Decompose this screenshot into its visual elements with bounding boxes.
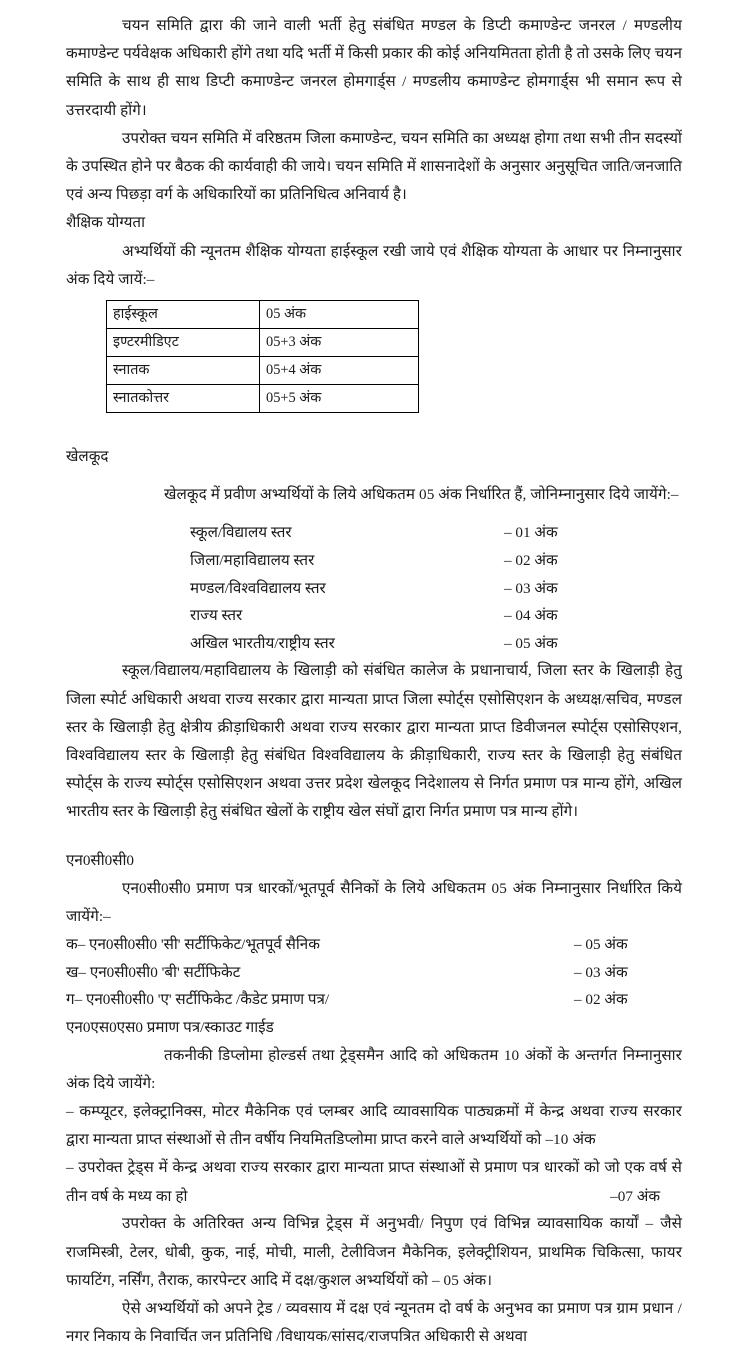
ncc-item-marks: – 05 अंक	[574, 936, 628, 954]
marks-cell: 05+5 अंक	[260, 385, 419, 413]
table-row	[107, 301, 419, 329]
list-item	[190, 602, 588, 630]
qualification-cell: इण्टरमीडिएट	[107, 329, 260, 357]
marks-cell: 05+3 अंक	[260, 329, 419, 357]
list-item	[66, 986, 658, 1014]
educational-qualification-table	[106, 300, 419, 413]
paragraph-certificate-one-to-three-year: – उपरोक्त ट्रेड्स में केन्द्र अथवा राज्य सरकार द्वारा मान्यता प्राप्त संस्थाओं से प्रमाण पत्र धारकों को जो एक वर्ष से तीन वर्ष के मध्य का हो	[66, 1159, 682, 1205]
list-item	[190, 630, 588, 658]
sports-level-marks: – 02 अंक	[504, 552, 558, 570]
sports-level-label: राज्य स्तर	[190, 607, 243, 625]
paragraph-selection-committee-chairman: उपरोक्त चयन समिति में वरिष्ठतम जिला कमाण्डेन्ट, चयन समिति का अध्यक्ष होगा तथा सभी तीन सदस्यों के उपस्थित होने पर बैठक की कार्यवाही की जाये। चयन समिति में शासनादेशों के अनुसार अनुसूचित जाति/जनजाति एवं अन्य पिछड़ा वर्ग के अधिकारियों का प्रतिनिधित्व अनिवार्य है।	[66, 129, 682, 204]
ncc-item-label: ख– एन0सी0सी0 'बी' सर्टीफिकेट	[66, 963, 241, 981]
sports-level-marks: – 04 अंक	[504, 607, 558, 625]
qualification-cell: हाईस्कूल	[107, 301, 260, 329]
sports-level-marks: – 05 अंक	[504, 634, 558, 652]
list-item	[190, 519, 588, 547]
heading-sports: खेलकूद	[66, 448, 109, 466]
sports-level-marks: – 03 अंक	[504, 579, 558, 597]
sports-level-marks: – 01 अंक	[504, 524, 558, 542]
marks-cell: 05 अंक	[260, 301, 419, 329]
paragraph-sports-certificate-authorities: स्कूल/विद्यालय/महाविद्यालय के खिलाड़ी को संबंधित कालेज के प्रधानाचार्य, जिला स्तर के खिलाड़ी हेतु जिला स्पोर्ट अधिकारी अथवा राज्य सरकार द्वारा मान्यता प्राप्त जिला स्पोर्ट्स एसोसिएशन के अध्यक्ष/सचिव, मण्डल स्तर के खिलाड़ी हेतु क्षेत्रीय क्रीड़ाधिकारी अथवा राज्य सरकार द्वारा मान्यता प्राप्त डिवीजनल स्पोर्ट्स एसोसिएशन, विश्वविद्यालय स्तर के खिलाड़ी हेतु संबंधित विश्वविद्यालय के क्रीड़ाधिकारी, राज्य स्तर के खिलाड़ी हेतु संबंधित स्पोर्ट्स के राज्य स्पोर्ट्स एसोसिएशन अथवा उत्तर प्रदेश खेलकूद निदेशालय से निर्गत प्रमाण पत्र मान्य होंगे, अखिल भारतीय स्तर के खिलाड़ी हेतु संबंधित खेलों के राष्ट्रीय खेल संघों द्वारा निर्गत प्रमाण पत्र मान्य होंगे।	[66, 662, 682, 821]
certificate-one-to-three-year-marks: –07 अंक	[610, 1187, 660, 1205]
marks-cell: 05+4 अंक	[260, 357, 419, 385]
paragraph-ncc-marks-intro: एन0सी0सी0 प्रमाण पत्र धारकों/भूतपूर्व सैनिकों के लिये अधिकतम 05 अंक निम्नानुसार निर्धारित किये जायेंगे:–	[66, 879, 682, 926]
list-item	[190, 547, 588, 575]
paragraph-technical-diploma-intro: तकनीकी डिप्लोमा होल्डर्स तथा ट्रेड्समैन आदि को अधिकतम 10 अंकों के अन्तर्गत निम्नानुसार अंक दिये जायेंगे:	[66, 1046, 682, 1092]
ncc-item-label: ग– एन0सी0सी0 'ए' सर्टीफिकेट /कैडेट प्रमाण पत्र/	[66, 991, 330, 1009]
list-item	[190, 575, 588, 603]
sports-marks-list	[190, 519, 588, 657]
spacer	[66, 827, 682, 847]
qualification-cell: स्नातकोत्तर	[107, 385, 260, 413]
spacer	[66, 413, 682, 443]
ncc-item-marks: – 02 अंक	[574, 991, 628, 1009]
paragraph-other-trades: उपरोक्त के अतिरिक्त अन्य विभिन्न ट्रेड्स में अनुभवी/ निपुण एवं विभिन्न व्यावसायिक कार्यों – जैसे राजमिस्त्री, टेलर, धोबी, कुक, नाई, मोची, माली, टेलीविजन मैकेनिक, इलेक्ट्रीशियन, प्राथमिक चिकित्सा, फायर फायटिंग, नर्सिंग, तैराक, कारपेन्टर आदि में दक्ष/कुशल अभ्यर्थियों को – 05 अंक।	[66, 1215, 682, 1289]
spacer	[66, 471, 682, 481]
sports-level-label: स्कूल/विद्यालय स्तर	[190, 524, 292, 542]
table-row	[107, 357, 419, 385]
ncc-item-marks: – 03 अंक	[574, 963, 628, 981]
heading-educational-qualification: शैक्षिक योग्यता	[66, 214, 146, 232]
sports-level-label: जिला/महाविद्यालय स्तर	[190, 552, 315, 570]
table-row	[107, 329, 419, 357]
qualification-cell: स्नातक	[107, 357, 260, 385]
ncc-item-label: क– एन0सी0सी0 'सी' सर्टीफिकेट/भूतपूर्व सैनिक	[66, 936, 320, 954]
ncc-marks-list	[66, 931, 658, 1041]
sports-level-label: अखिल भारतीय/राष्ट्रीय स्तर	[190, 634, 335, 652]
list-item	[66, 931, 658, 959]
sports-level-label: मण्डल/विश्वविद्यालय स्तर	[190, 579, 326, 597]
paragraph-experience-certificate: ऐसे अभ्यर्थियों को अपने ट्रेड / व्यवसाय में दक्ष एवं न्यूनतम दो वर्ष के अनुभव का प्रमाण पत्र ग्राम प्रधान /नगर निकाय के निवार्चित जन प्रतिनिधि /विधायक/सांसद/राजपत्रित अधिकारी से अथवा	[66, 1300, 682, 1346]
table-row	[107, 385, 419, 413]
document-body	[66, 12, 682, 1351]
spacer	[66, 509, 682, 519]
ncc-footer-label: एन0एस0एस0 प्रमाण पत्र/स्काउट गाईड	[66, 1019, 274, 1037]
list-item	[66, 1014, 658, 1042]
paragraph-minimum-educational-qualification: अभ्यर्थियों की न्यूनतम शैक्षिक योग्यता हाईस्कूल रखी जाये एवं शैक्षिक योग्यता के आधार पर निम्नानुसार अंक दिये जायें:–	[66, 242, 682, 288]
paragraph-sports-marks-intro: खेलकूद में प्रवीण अभ्यर्थियों के लिये अधिकतम 05 अंक निर्धारित हैं, जोनिम्नानुसार दिये जायेंगे:–	[164, 486, 679, 504]
heading-ncc: एन0सी0सी0	[66, 851, 135, 869]
paragraph-selection-committee-responsibility: चयन समिति द्वारा की जाने वाली भर्ती हेतु संबंधित मण्डल के डिप्टी कमाण्डेन्ट जनरल / मण्डलीय कमाण्डेन्ट पर्यवेक्षक अधिकारी होंगे तथा यदि भर्ती में किसी प्रकार की कोई अनियमितता होती है तो उसके लिए चयन समिति के साथ ही साथ डिप्टी कमाण्डेन्ट जनरल होमगार्ड्स / मण्डलीय कमाण्डेन्ट होमगार्ड्स भी समान रूप से उत्तरदायी होंगे।	[66, 17, 682, 119]
list-item	[66, 959, 658, 987]
paragraph-diploma-three-year: – कम्प्यूटर, इलेक्ट्रानिक्स, मोटर मैकेनिक एवं प्लम्बर आदि व्यावसायिक पाठ्यक्रमों में केन्द्र अथवा राज्य सरकार द्वारा मान्यता प्राप्त संस्थाओं से तीन वर्षीय नियमितडिप्लोमा प्राप्त करने वाले अभ्यर्थियों को –10 अंक	[66, 1103, 682, 1149]
